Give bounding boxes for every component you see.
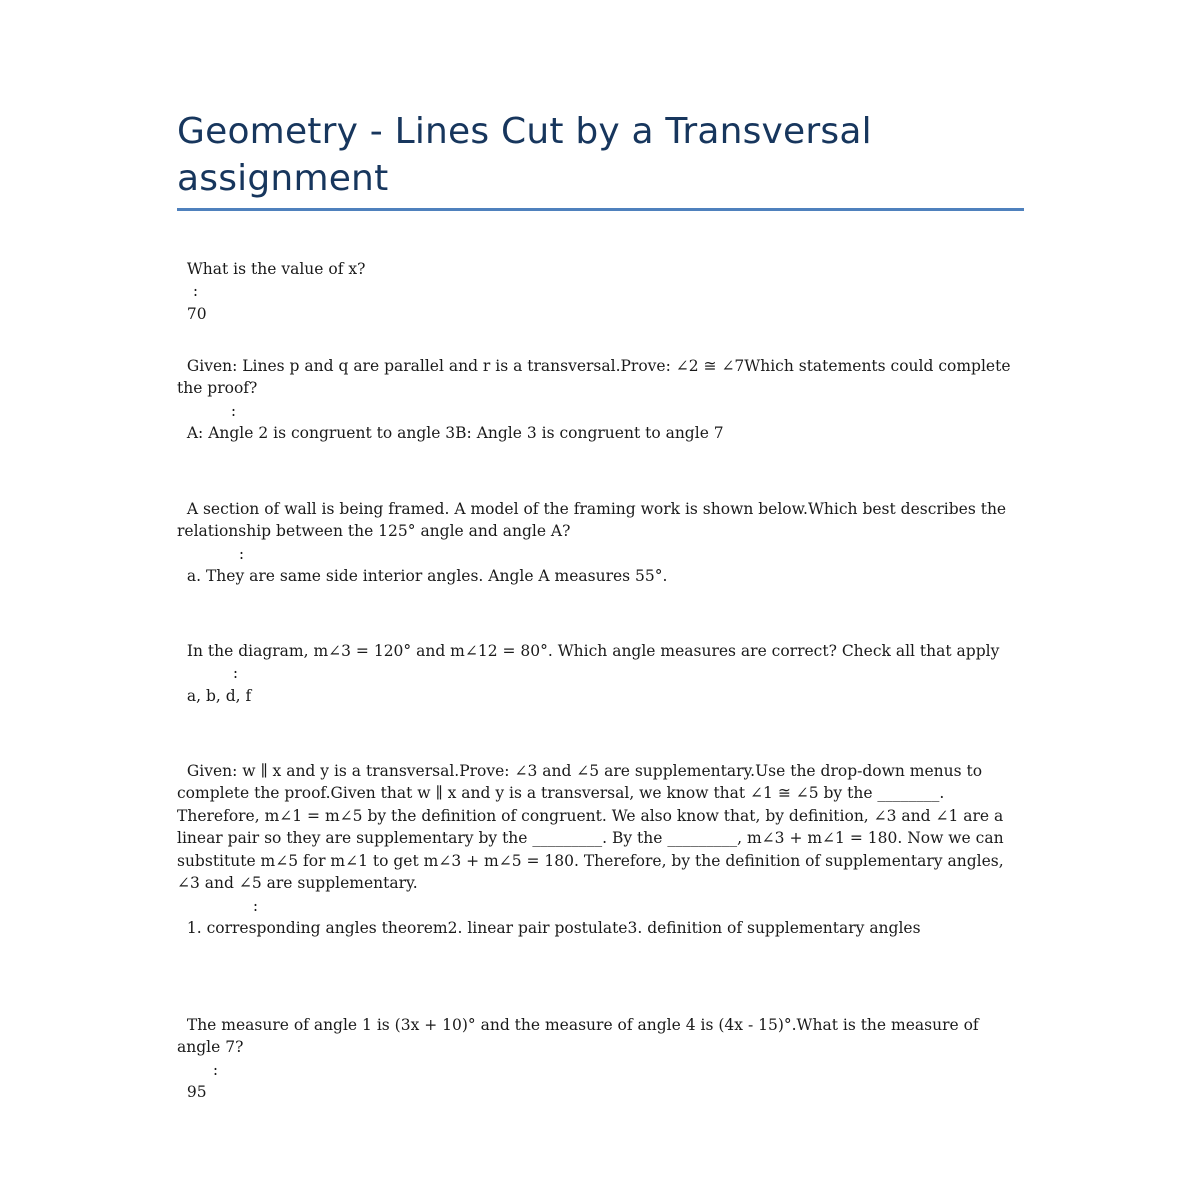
answer-text: 95 — [186, 1083, 207, 1101]
qa-item-6 — [177, 991, 1024, 1104]
document-page — [177, 108, 1024, 211]
qa-item-5 — [177, 737, 1024, 940]
question-text: What is the value of x? — [186, 259, 366, 278]
qa-item-3 — [177, 475, 1024, 588]
answer-text: a, b, d, f — [186, 686, 252, 705]
title-divider — [177, 208, 1024, 211]
qa-item-1 — [177, 235, 1024, 325]
answer-text: a. They are same side interior angles. Angle A measures 55°. — [186, 567, 668, 585]
question-text: Given: Lines p and q are parallel and r is a transversal.Prove: ∠2 ≅ ∠7Which statements could complete the proof? — [177, 356, 1016, 397]
question-text: A section of wall is being framed. A model of the framing work is shown below.Which best describes the relationship between the 125° angle and angle A? — [177, 499, 1012, 540]
qa-item-4 — [177, 617, 1024, 707]
answer-text: A: Angle 2 is congruent to angle 3B: Angle 3 is congruent to angle 7 — [186, 424, 724, 442]
answer-separator: : — [212, 1060, 219, 1079]
question-text: In the diagram, m∠3 = 120° and m∠12 = 80°. Which angle measures are correct? Check all that apply — [186, 641, 1000, 660]
question-text: The measure of angle 1 is (3x + 10)° and the measure of angle 4 is (4x - 15)°.What is the measure of angle 7? — [177, 1015, 984, 1056]
question-text: Given: w ∥ x and y is a transversal.Prove: ∠3 and ∠5 are supplementary.Use the drop-down menus to complete the proof.Given that w ∥ x and y is a transversal, we know that ∠1 ≅ ∠5 by the ________. Therefore, m∠1 = m∠5 by the definition of congruent. We also know that, by definition, ∠3 and ∠1 are a linear pair so they are supplementary by the _________. By the _________, m∠3 + m∠1 = 180. Now we can substitute m∠5 for m∠1 to get m∠3 + m∠5 = 180. Therefore, by the definition of supplementary angles, ∠3 and ∠5 are supplementary. — [177, 761, 1009, 892]
answer-text: 1. corresponding angles theorem2. linear pair postulate3. definition of supplementary angles — [186, 919, 921, 937]
answer-separator: : — [192, 282, 199, 300]
answer-separator: : — [238, 544, 245, 563]
answer-separator: : — [230, 401, 237, 420]
answer-separator: : — [232, 664, 239, 682]
answer-separator: : — [252, 896, 259, 915]
answer-text: 70 — [186, 304, 207, 323]
qa-item-2 — [177, 332, 1024, 445]
page-title: Geometry - Lines Cut by a Transversal assignment — [177, 111, 872, 199]
